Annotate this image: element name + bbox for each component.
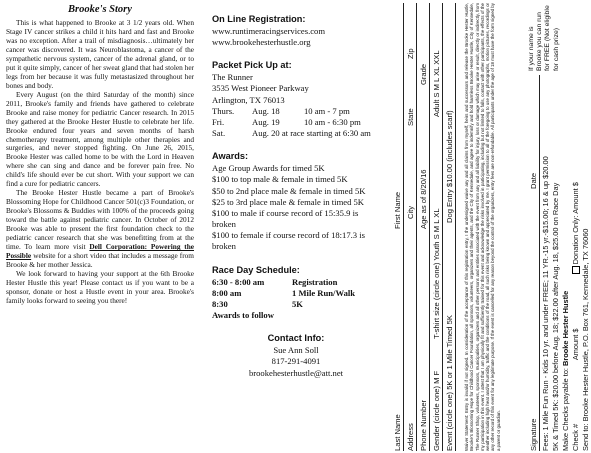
- checks-payee: Brooke Hester Hustle: [561, 290, 570, 366]
- pickup-day: Fri.: [212, 116, 225, 127]
- checks-prefix: Make Checks payable to:: [561, 368, 570, 451]
- waiver-statement: Waiver Statement: Entry is invalid if not signed. In consideration of the acceptance of this registration entry, I the undersigned waive any and all claims from myself, heirs and successors and release the Brooke Hester Hustle, Brooke's Blossoming Hope for Childhood Cancer Foundation, all sponsors, volunteers, organizers and their agents, and the City of Kennedale, and agree to indemnify and hold harmless Brooke Hester Hustle, City of Kennedale, The Runner Shop, volunteers, sponsors, municipalities, organizers and all other persons and entities associated with the event from any and all liability for injury, loss or damage which may arise or result, directly or indirectly, from my participation in this event. I attest that I am physically fit and sufficiently trained for this event and acknowledge the risks involved in participating, including but not limited to falls, contact with other participants, the effects of the weather including high heat and/or humidity, traffic and the conditions of the road, all such risks being known and appreciated by me. I grant permission to all of the foregoing to use any photographs, motion pictures, recordings or any other record of this event for any legitimate purpose. If the event is cancelled for any reason beyond the control of the organizers, entry fees are non-refundable. All participants under the age of 18 must have the form signed by a parent or guardian.: [464, 3, 501, 451]
- fees-line-2: 5K & Timed 5K: $20.00 before Aug. 18; $22.00 after Aug. 18, $25.00 on Race Day: [551, 182, 560, 451]
- award-line: $100 to top male & female in timed 5K: [212, 174, 348, 185]
- schedule-time: 8:30: [212, 298, 228, 309]
- award-line: $25 to 3rd place male & female in timed 5K: [212, 196, 365, 207]
- donation-amount-field[interactable]: Amount $: [571, 182, 580, 214]
- contact-email[interactable]: brookehesterhustle@att.net: [248, 367, 344, 378]
- pickup-date: Aug. 20 at race starting at 6:30 am: [252, 128, 371, 139]
- registration-form: [390, 3, 590, 451]
- pickup-time-row: [212, 106, 380, 117]
- schedule-time: 6:30 - 8:00 am: [212, 276, 265, 287]
- contact-heading: Contact Info:: [267, 333, 325, 344]
- date-label: Date: [529, 172, 538, 189]
- pickup-hours: 10 am - 6:30 pm: [304, 116, 361, 127]
- awards: [212, 151, 380, 252]
- packet-line: Arlington, TX 76013: [212, 94, 285, 105]
- pickup-date: Aug. 18: [252, 105, 280, 116]
- schedule-footer: Awards to follow: [212, 310, 274, 321]
- schedule-event: 5K: [292, 298, 303, 309]
- story-paragraph-1: This is what happened to Brooke at 3 1/2 years old. When Stage IV cancer strikes a child it hits hard and fast and Brooke was no exception. After a trail of misdiagnosis…ultimately her cancer was discovered. It was Neuroblastoma, a cancer of the sympathetic nervous system, cancer of the adrenal gland, or to put it quite simply, cancer of her sweat gland that had stolen her legs from her because it was fully metastasized throughout her bones and body.: [6, 17, 194, 90]
- schedule-row: [212, 288, 380, 299]
- signature-row[interactable]: [528, 75, 540, 451]
- story-column: [6, 4, 194, 450]
- pickup-day: Sat.: [212, 128, 226, 139]
- pickup-day: Thurs.: [212, 105, 235, 116]
- send-prefix: Send to:: [581, 423, 590, 451]
- awards-heading: Awards:: [212, 151, 249, 162]
- age-label: Age as of 8/20/16: [419, 169, 428, 229]
- online-registration: [212, 14, 380, 48]
- fees-line-1: Fees: 1 Mile Fun Run - Kids 10 yr. and under FREE; 11 YR.-15 yr.-$15.00; 16 & up $20.00: [541, 156, 550, 451]
- signature-label: Signature: [529, 418, 538, 451]
- packet-pickup: [212, 60, 380, 139]
- brooke-free-note: If your name is Brooke you can run for FREE (Not eligible for cash prize): [528, 5, 560, 71]
- zip-label: Zip: [406, 48, 415, 59]
- city-label: City: [406, 205, 415, 219]
- payment-line: [571, 182, 581, 451]
- dog-entry-label: Dog Entry $10.00 (includes scarf): [445, 110, 454, 223]
- packet-line: 3535 West Pioneer Parkway: [212, 83, 309, 94]
- award-line: Age Group Awards for timed 5K: [212, 163, 325, 174]
- dell-link[interactable]: Dell Corporation: Powering the Possible: [6, 242, 194, 261]
- event-label: Event (circle one) 5K or 1 Mile Timed 5K: [445, 315, 454, 451]
- last-name-label: Last Name: [393, 414, 402, 451]
- story-paragraph-3: [6, 189, 194, 270]
- schedule-row: [212, 299, 380, 310]
- schedule-event: 1 Mile Run/Walk: [292, 287, 356, 298]
- adult-sizes-label: Adult S M L XL XXL: [432, 50, 441, 117]
- award-line: $50 to 2nd place male & female in timed 5K: [212, 185, 366, 196]
- phone-label: Phone Number: [419, 399, 428, 451]
- story-paragraph-3-end: website for a short video that includes a message from Brooke & her mother Jessica.: [6, 251, 194, 270]
- donation-checkbox[interactable]: [572, 266, 580, 274]
- registration-link-1[interactable]: www.runtimeracingservices.com: [212, 25, 326, 36]
- event-row[interactable]: [444, 3, 456, 451]
- gender-label: Gender (circle one) M F: [432, 370, 441, 451]
- send-address: Brooke Hester Hustle, P.O. Box 761, Kennedale, TX 76060: [581, 228, 590, 422]
- first-name-label: First Name: [393, 191, 402, 229]
- packet-heading: Packet Pick Up at:: [212, 60, 292, 71]
- packet-line: The Runner: [212, 72, 253, 83]
- pickup-date: Aug. 19: [252, 116, 280, 127]
- address-label: Address: [406, 423, 415, 451]
- checks-payable-line: [561, 291, 571, 451]
- story-paragraph-2: Every August (on the third Saturday of the month) since 2011, Brooke's family and friends have gathered to celebrate Brooke and raise money for pediatric Cancer research. In 2015 they gathered at the Brooke Hester Hustle to celebrate her life. Brooke endured four years and seven months of harsh chemotherapy treatment, among multiple other therapies and surgeries, and never stopped fighting. On June 26, 2015, Brooke Hester was called home to be with the Lord in Heaven where she can sing and dance and be forever pain free. No child's life should ever be cut short. With your support we can find a cure for pediatric cancers.: [6, 89, 194, 189]
- contact-info: [212, 333, 380, 378]
- phone-row[interactable]: [418, 3, 430, 451]
- schedule-time: 8:00 am: [212, 287, 242, 298]
- schedule-row: [212, 277, 380, 288]
- registration-form-column: [390, 3, 590, 451]
- name-row[interactable]: [392, 3, 404, 451]
- contact-phone: 817-291-4091: [271, 356, 321, 367]
- address-row[interactable]: [405, 3, 417, 451]
- schedule-heading: Race Day Schedule:: [212, 264, 300, 275]
- state-label: State: [406, 108, 415, 126]
- grade-label: Grade: [419, 63, 428, 85]
- story-paragraph-4: We look forward to having your support at the 6th Brooke Hester Hustle this year! Please contact us if you want to be a sponsor, donate or host a Hustle event in your area. Brooke's family looks forward to seeing you there!: [6, 269, 194, 305]
- send-to-line: [581, 229, 591, 451]
- gender-shirt-row[interactable]: [431, 3, 443, 451]
- story-title: Brooke's Story: [68, 4, 132, 15]
- pickup-time-row: [212, 117, 380, 128]
- award-line: $100 to female if course record of 18:17.3 is broken: [212, 230, 365, 252]
- info-column: [212, 14, 380, 450]
- amount-field[interactable]: Amount $: [571, 328, 580, 361]
- contact-name: Sue Ann Soll: [273, 345, 319, 356]
- story-paragraph-3-start: The Brooke Hester Hustle became a part of Brooke's Blossoming Hope for Childhood Cancer 501(c)3 Foundation, or Brooke's Blossoms & Buddies with 100% of the proceeds going toward the battle against pediatric cancer. In October of 2012 Brooke was able to present the first foundation check to the pediatric cancer research that she was benefitting from at the time. To learn more visit: [6, 188, 194, 252]
- pickup-time-row: [212, 128, 380, 139]
- pickup-hours: 10 am - 7 pm: [304, 105, 350, 116]
- shirt-label: T-shirt size (circle one) Youth S M L XL: [432, 208, 441, 339]
- schedule-event: Registration: [292, 276, 338, 287]
- race-schedule: [212, 265, 380, 322]
- registration-link-2[interactable]: www.brookehesterhustle.org: [212, 37, 311, 48]
- award-line: $100 to male if course record of 15:35.9 is broken: [212, 207, 359, 230]
- online-heading: On Line Registration:: [212, 14, 306, 24]
- donation-label: Donation Only:: [571, 215, 580, 265]
- check-number-field[interactable]: Check #: [571, 423, 580, 451]
